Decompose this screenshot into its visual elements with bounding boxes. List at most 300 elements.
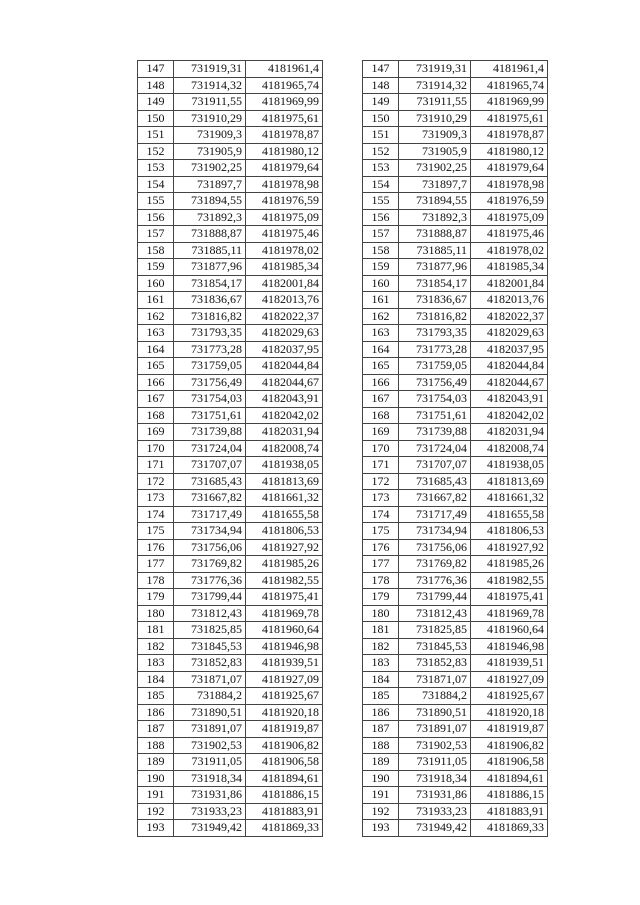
point-number-cell: 169 [363,424,399,441]
x-coordinate-cell: 731739,88 [174,424,246,441]
x-coordinate-cell: 731793,35 [399,325,471,342]
point-number-cell: 160 [138,275,174,292]
point-number-cell: 168 [363,407,399,424]
x-coordinate-cell: 731754,03 [399,391,471,408]
point-number-cell: 155 [363,193,399,210]
x-coordinate-cell: 731799,44 [174,589,246,606]
point-number-cell: 163 [138,325,174,342]
x-coordinate-cell: 731911,05 [399,754,471,771]
x-coordinate-cell: 731724,04 [399,440,471,457]
table-row [138,209,323,226]
point-number-cell: 192 [363,803,399,820]
point-number-cell: 172 [138,473,174,490]
table-row [363,754,548,771]
table-row [363,638,548,655]
x-coordinate-cell: 731888,87 [399,226,471,243]
point-number-cell: 165 [363,358,399,375]
point-number-cell: 177 [138,556,174,573]
point-number-cell: 160 [363,275,399,292]
y-coordinate-cell: 4181978,98 [246,176,323,193]
x-coordinate-cell: 731911,05 [174,754,246,771]
table-row [138,110,323,127]
table-row [138,407,323,424]
y-coordinate-cell: 4181869,33 [246,820,323,837]
x-coordinate-cell: 731909,3 [174,127,246,144]
point-number-cell: 173 [363,490,399,507]
x-coordinate-cell: 731756,06 [399,539,471,556]
y-coordinate-cell: 4181906,58 [246,754,323,771]
y-coordinate-cell: 4182031,94 [471,424,548,441]
point-number-cell: 181 [138,622,174,639]
table-row [363,589,548,606]
table-row [363,457,548,474]
x-coordinate-cell: 731812,43 [399,605,471,622]
x-coordinate-cell: 731910,29 [399,110,471,127]
table-row [363,110,548,127]
table-row [138,242,323,259]
x-coordinate-cell: 731724,04 [174,440,246,457]
x-coordinate-cell: 731667,82 [174,490,246,507]
y-coordinate-cell: 4181982,55 [246,572,323,589]
point-number-cell: 157 [363,226,399,243]
y-coordinate-cell: 4181975,61 [471,110,548,127]
x-coordinate-cell: 731776,36 [399,572,471,589]
point-number-cell: 156 [138,209,174,226]
y-coordinate-cell: 4181919,87 [471,721,548,738]
y-coordinate-cell: 4182008,74 [246,440,323,457]
point-number-cell: 193 [363,820,399,837]
point-number-cell: 185 [363,688,399,705]
point-number-cell: 184 [138,671,174,688]
y-coordinate-cell: 4181925,67 [471,688,548,705]
point-number-cell: 153 [138,160,174,177]
x-coordinate-cell: 731892,3 [399,209,471,226]
table-row [363,209,548,226]
table-row [363,721,548,738]
point-number-cell: 161 [138,292,174,309]
point-number-cell: 188 [138,737,174,754]
point-number-cell: 180 [363,605,399,622]
x-coordinate-cell: 731756,06 [174,539,246,556]
y-coordinate-cell: 4181965,74 [246,77,323,94]
y-coordinate-cell: 4182013,76 [246,292,323,309]
table-row [138,556,323,573]
table-row [138,61,323,78]
x-coordinate-cell: 731902,53 [174,737,246,754]
y-coordinate-cell: 4182022,37 [471,308,548,325]
table-row [138,721,323,738]
table-row [138,160,323,177]
table-row [138,226,323,243]
y-coordinate-cell: 4181927,09 [471,671,548,688]
y-coordinate-cell: 4181975,46 [471,226,548,243]
y-coordinate-cell: 4181969,99 [246,94,323,111]
point-number-cell: 186 [363,704,399,721]
point-number-cell: 185 [138,688,174,705]
table-row [138,787,323,804]
table-row [138,275,323,292]
table-row [363,770,548,787]
table-row [138,638,323,655]
point-number-cell: 166 [363,374,399,391]
table-row [363,506,548,523]
table-row [363,358,548,375]
y-coordinate-cell: 4181975,41 [471,589,548,606]
table-row [363,572,548,589]
table-row [138,259,323,276]
x-coordinate-cell: 731949,42 [174,820,246,837]
point-number-cell: 171 [138,457,174,474]
point-number-cell: 182 [138,638,174,655]
point-number-cell: 164 [363,341,399,358]
point-number-cell: 157 [138,226,174,243]
table-row [363,655,548,672]
x-coordinate-cell: 731911,55 [174,94,246,111]
point-number-cell: 192 [138,803,174,820]
point-number-cell: 162 [138,308,174,325]
point-number-cell: 190 [363,770,399,787]
point-number-cell: 175 [363,523,399,540]
x-coordinate-cell: 731816,82 [399,308,471,325]
x-coordinate-cell: 731885,11 [399,242,471,259]
point-number-cell: 183 [363,655,399,672]
y-coordinate-cell: 4182031,94 [246,424,323,441]
y-coordinate-cell: 4181906,82 [471,737,548,754]
y-coordinate-cell: 4182013,76 [471,292,548,309]
y-coordinate-cell: 4182037,95 [471,341,548,358]
table-row [363,176,548,193]
y-coordinate-cell: 4181975,41 [246,589,323,606]
y-coordinate-cell: 4181661,32 [246,490,323,507]
y-coordinate-cell: 4181985,26 [246,556,323,573]
x-coordinate-cell: 731902,25 [399,160,471,177]
x-coordinate-cell: 731685,43 [174,473,246,490]
x-coordinate-cell: 731919,31 [174,61,246,78]
x-coordinate-cell: 731667,82 [399,490,471,507]
table-row [363,440,548,457]
table-row [363,803,548,820]
x-coordinate-cell: 731751,61 [399,407,471,424]
x-coordinate-cell: 731894,55 [174,193,246,210]
table-row [138,143,323,160]
point-number-cell: 189 [138,754,174,771]
y-coordinate-cell: 4181906,58 [471,754,548,771]
y-coordinate-cell: 4182043,91 [471,391,548,408]
y-coordinate-cell: 4181927,92 [246,539,323,556]
y-coordinate-cell: 4181925,67 [246,688,323,705]
table-row [138,341,323,358]
point-number-cell: 159 [138,259,174,276]
y-coordinate-cell: 4181978,02 [246,242,323,259]
point-number-cell: 182 [363,638,399,655]
x-coordinate-cell: 731754,03 [174,391,246,408]
y-coordinate-cell: 4182029,63 [246,325,323,342]
point-number-cell: 148 [138,77,174,94]
table-row [138,770,323,787]
table-row [363,539,548,556]
point-number-cell: 181 [363,622,399,639]
x-coordinate-cell: 731769,82 [174,556,246,573]
point-number-cell: 184 [363,671,399,688]
x-coordinate-cell: 731825,85 [174,622,246,639]
x-coordinate-cell: 731949,42 [399,820,471,837]
y-coordinate-cell: 4181969,99 [471,94,548,111]
y-coordinate-cell: 4181886,15 [246,787,323,804]
point-number-cell: 151 [363,127,399,144]
coordinates-table-right [362,60,548,837]
table-row [363,127,548,144]
point-number-cell: 152 [138,143,174,160]
point-number-cell: 178 [138,572,174,589]
y-coordinate-cell: 4182037,95 [246,341,323,358]
x-coordinate-cell: 731739,88 [399,424,471,441]
x-coordinate-cell: 731885,11 [174,242,246,259]
table-row [138,737,323,754]
point-number-cell: 175 [138,523,174,540]
x-coordinate-cell: 731902,53 [399,737,471,754]
table-row [138,176,323,193]
y-coordinate-cell: 4181960,64 [246,622,323,639]
table-row [138,704,323,721]
table-row [138,457,323,474]
table-row [363,193,548,210]
point-number-cell: 153 [363,160,399,177]
point-number-cell: 148 [363,77,399,94]
x-coordinate-cell: 731871,07 [174,671,246,688]
y-coordinate-cell: 4181978,02 [471,242,548,259]
x-coordinate-cell: 731933,23 [399,803,471,820]
x-coordinate-cell: 731854,17 [399,275,471,292]
x-coordinate-cell: 731769,82 [399,556,471,573]
point-number-cell: 158 [138,242,174,259]
table-row [138,820,323,837]
point-number-cell: 179 [138,589,174,606]
y-coordinate-cell: 4181939,51 [471,655,548,672]
table-row [138,671,323,688]
x-coordinate-cell: 731799,44 [399,589,471,606]
x-coordinate-cell: 731685,43 [399,473,471,490]
y-coordinate-cell: 4181985,34 [246,259,323,276]
point-number-cell: 147 [363,61,399,78]
table-row [138,374,323,391]
x-coordinate-cell: 731884,2 [399,688,471,705]
y-coordinate-cell: 4181886,15 [471,787,548,804]
x-coordinate-cell: 731918,34 [174,770,246,787]
y-coordinate-cell: 4181975,61 [246,110,323,127]
y-coordinate-cell: 4181978,98 [471,176,548,193]
y-coordinate-cell: 4182043,91 [246,391,323,408]
y-coordinate-cell: 4181661,32 [471,490,548,507]
y-coordinate-cell: 4181883,91 [471,803,548,820]
table-row [363,490,548,507]
y-coordinate-cell: 4181975,46 [246,226,323,243]
point-number-cell: 151 [138,127,174,144]
table-row [138,688,323,705]
x-coordinate-cell: 731897,7 [399,176,471,193]
x-coordinate-cell: 731836,67 [174,292,246,309]
y-coordinate-cell: 4181982,55 [471,572,548,589]
table-row [138,589,323,606]
point-number-cell: 170 [363,440,399,457]
y-coordinate-cell: 4181655,58 [246,506,323,523]
x-coordinate-cell: 731845,53 [174,638,246,655]
y-coordinate-cell: 4181979,64 [246,160,323,177]
y-coordinate-cell: 4182042,02 [471,407,548,424]
table-row [138,358,323,375]
point-number-cell: 149 [138,94,174,111]
point-number-cell: 180 [138,605,174,622]
table-row [138,391,323,408]
y-coordinate-cell: 4181965,74 [471,77,548,94]
table-row [363,622,548,639]
x-coordinate-cell: 731734,94 [174,523,246,540]
y-coordinate-cell: 4181938,05 [471,457,548,474]
y-coordinate-cell: 4181920,18 [246,704,323,721]
x-coordinate-cell: 731892,3 [174,209,246,226]
table-row [363,605,548,622]
y-coordinate-cell: 4182044,67 [246,374,323,391]
point-number-cell: 191 [363,787,399,804]
point-number-cell: 152 [363,143,399,160]
x-coordinate-cell: 731933,23 [174,803,246,820]
x-coordinate-cell: 731759,05 [399,358,471,375]
x-coordinate-cell: 731717,49 [399,506,471,523]
y-coordinate-cell: 4182008,74 [471,440,548,457]
y-coordinate-cell: 4182001,84 [471,275,548,292]
table-row [363,473,548,490]
point-number-cell: 187 [363,721,399,738]
point-number-cell: 147 [138,61,174,78]
point-number-cell: 177 [363,556,399,573]
y-coordinate-cell: 4181813,69 [246,473,323,490]
point-number-cell: 189 [363,754,399,771]
x-coordinate-cell: 731902,25 [174,160,246,177]
y-coordinate-cell: 4181976,59 [471,193,548,210]
y-coordinate-cell: 4181975,09 [471,209,548,226]
x-coordinate-cell: 731717,49 [174,506,246,523]
point-number-cell: 156 [363,209,399,226]
table-row [138,325,323,342]
table-row [138,655,323,672]
x-coordinate-cell: 731852,83 [399,655,471,672]
y-coordinate-cell: 4181946,98 [471,638,548,655]
x-coordinate-cell: 731891,07 [399,721,471,738]
table-row [138,308,323,325]
point-number-cell: 155 [138,193,174,210]
table-row [363,259,548,276]
point-number-cell: 187 [138,721,174,738]
x-coordinate-cell: 731825,85 [399,622,471,639]
table-row [363,787,548,804]
x-coordinate-cell: 731891,07 [174,721,246,738]
table-row [363,292,548,309]
table-row [138,572,323,589]
x-coordinate-cell: 731890,51 [399,704,471,721]
table-row [363,671,548,688]
table-row [363,737,548,754]
point-number-cell: 166 [138,374,174,391]
y-coordinate-cell: 4181961,4 [471,61,548,78]
y-coordinate-cell: 4181894,61 [471,770,548,787]
table-row [138,473,323,490]
table-row [363,308,548,325]
table-row [363,523,548,540]
table-row [363,275,548,292]
x-coordinate-cell: 731911,55 [399,94,471,111]
table-row [363,160,548,177]
x-coordinate-cell: 731793,35 [174,325,246,342]
table-row [138,77,323,94]
x-coordinate-cell: 731905,9 [174,143,246,160]
y-coordinate-cell: 4182042,02 [246,407,323,424]
point-number-cell: 169 [138,424,174,441]
point-number-cell: 165 [138,358,174,375]
x-coordinate-cell: 731877,96 [399,259,471,276]
y-coordinate-cell: 4181975,09 [246,209,323,226]
x-coordinate-cell: 731910,29 [174,110,246,127]
point-number-cell: 149 [363,94,399,111]
x-coordinate-cell: 731894,55 [399,193,471,210]
x-coordinate-cell: 731909,3 [399,127,471,144]
y-coordinate-cell: 4181869,33 [471,820,548,837]
x-coordinate-cell: 731707,07 [174,457,246,474]
point-number-cell: 193 [138,820,174,837]
x-coordinate-cell: 731914,32 [174,77,246,94]
x-coordinate-cell: 731884,2 [174,688,246,705]
point-number-cell: 174 [363,506,399,523]
table-row [363,556,548,573]
point-number-cell: 168 [138,407,174,424]
point-number-cell: 191 [138,787,174,804]
point-number-cell: 154 [363,176,399,193]
table-row [138,803,323,820]
y-coordinate-cell: 4181655,58 [471,506,548,523]
table-row [363,391,548,408]
y-coordinate-cell: 4181960,64 [471,622,548,639]
point-number-cell: 183 [138,655,174,672]
x-coordinate-cell: 731931,86 [399,787,471,804]
point-number-cell: 176 [138,539,174,556]
y-coordinate-cell: 4181806,53 [471,523,548,540]
point-number-cell: 167 [363,391,399,408]
table-row [363,407,548,424]
y-coordinate-cell: 4181946,98 [246,638,323,655]
point-number-cell: 162 [363,308,399,325]
y-coordinate-cell: 4181927,92 [471,539,548,556]
point-number-cell: 161 [363,292,399,309]
y-coordinate-cell: 4181894,61 [246,770,323,787]
x-coordinate-cell: 731905,9 [399,143,471,160]
table-row [363,77,548,94]
y-coordinate-cell: 4182001,84 [246,275,323,292]
y-coordinate-cell: 4181978,87 [471,127,548,144]
x-coordinate-cell: 731707,07 [399,457,471,474]
table-row [138,292,323,309]
point-number-cell: 174 [138,506,174,523]
x-coordinate-cell: 731914,32 [399,77,471,94]
x-coordinate-cell: 731773,28 [399,341,471,358]
table-row [138,622,323,639]
y-coordinate-cell: 4181980,12 [471,143,548,160]
point-number-cell: 172 [363,473,399,490]
x-coordinate-cell: 731812,43 [174,605,246,622]
y-coordinate-cell: 4181976,59 [246,193,323,210]
x-coordinate-cell: 731854,17 [174,275,246,292]
table-row [363,688,548,705]
point-number-cell: 178 [363,572,399,589]
coordinates-table-right-body [363,61,548,837]
table-row [363,242,548,259]
